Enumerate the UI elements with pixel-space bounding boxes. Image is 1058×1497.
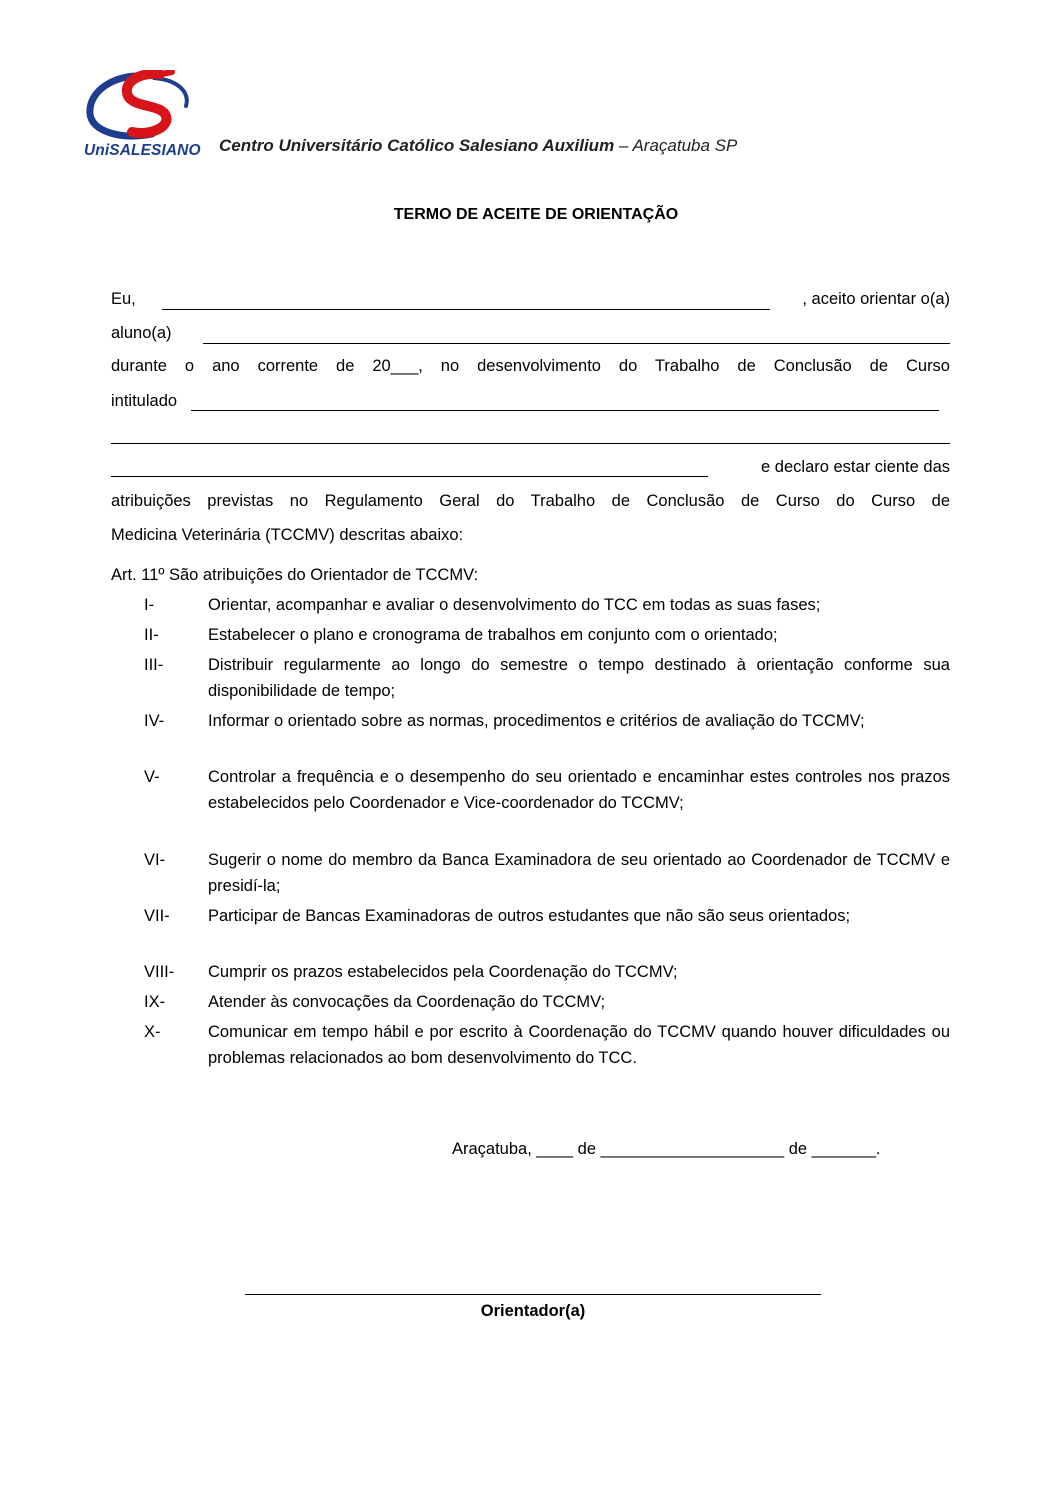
institution-name: Centro Universitário Católico Salesiano Auxilium <box>219 136 615 155</box>
document-title: TERMO DE ACEITE DE ORIENTAÇÃO <box>393 206 679 223</box>
item-number: VI- <box>144 851 166 869</box>
title-blank-2 <box>111 443 950 444</box>
list-item: Informar o orientado sobre as normas, procedimentos e critérios de avaliação do TCCMV; <box>208 712 865 730</box>
item-number: VIII- <box>144 963 175 981</box>
list-item: Participar de Bancas Examinadoras de outros estudantes que não são seus orientados; <box>208 907 851 925</box>
title-blank-1 <box>191 410 939 411</box>
line-medicina: Medicina Veterinária (TCCMV) descritas abaixo: <box>111 526 464 544</box>
line-intitulado-prefix: intitulado <box>111 392 178 410</box>
line-declaro: e declaro estar ciente das <box>761 458 950 476</box>
institution-header <box>219 136 737 156</box>
institution-separator: – <box>614 136 633 155</box>
item-number: V- <box>144 768 160 786</box>
logo-mark-icon <box>82 70 206 144</box>
item-number: X- <box>144 1023 161 1041</box>
line-atribuicoes: atribuições previstas no Regulamento Geral do Trabalho de Conclusão de Curso do Curso de <box>111 492 950 510</box>
list-item: Distribuir regularmente ao longo do semestre o tempo destinado à orientação conforme sua disponibilidade de tempo; <box>208 656 950 700</box>
list-item: Sugerir o nome do membro da Banca Examinadora de seu orientado ao Coordenador de TCCMV e presidí-la; <box>208 851 950 895</box>
item-number: IV- <box>144 712 165 730</box>
item-number: IX- <box>144 993 166 1011</box>
item-number: VII- <box>144 907 170 925</box>
line-ano-corrente: durante o ano corrente de 20___, no desenvolvimento do Trabalho de Conclusão de Curso <box>111 357 950 375</box>
student-name-blank <box>203 343 950 344</box>
signature-label: Orientador(a) <box>480 1302 586 1320</box>
title-blank-3 <box>111 476 708 477</box>
item-number: I- <box>144 596 155 614</box>
logo-text: UniSALESIANO <box>84 142 201 159</box>
advisor-name-blank <box>162 309 770 310</box>
line-eu-suffix: , aceito orientar o(a) <box>802 290 950 308</box>
list-item: Estabelecer o plano e cronograma de trabalhos em conjunto com o orientado; <box>208 626 778 644</box>
unisalesiano-logo <box>82 70 206 162</box>
list-item: Cumprir os prazos estabelecidos pela Coordenação do TCCMV; <box>208 963 678 981</box>
list-item: Controlar a frequência e o desempenho do seu orientado e encaminhar estes controles nos prazos estabelecidos pelo Coordenador e Vice-coordenador do TCCMV; <box>208 768 950 812</box>
list-item: Orientar, acompanhar e avaliar o desenvolvimento do TCC em todas as suas fases; <box>208 596 821 614</box>
line-aluno-prefix: aluno(a) <box>111 324 172 342</box>
list-item: Atender às convocações da Coordenação do TCCMV; <box>208 993 606 1011</box>
institution-location: Araçatuba SP <box>632 136 738 155</box>
list-item: Comunicar em tempo hábil e por escrito à Coordenação do TCCMV quando houver dificuldades ou problemas relacionados ao bom desenvolvimento do TCC. <box>208 1023 950 1067</box>
item-number: II- <box>144 626 159 644</box>
article-heading: Art. 11º São atribuições do Orientador de TCCMV: <box>111 566 479 584</box>
line-eu-prefix: Eu, <box>111 290 136 308</box>
item-number: III- <box>144 656 164 674</box>
date-line: Araçatuba, ____ de ____________________ de _______. <box>452 1140 881 1158</box>
signature-line <box>245 1294 821 1295</box>
